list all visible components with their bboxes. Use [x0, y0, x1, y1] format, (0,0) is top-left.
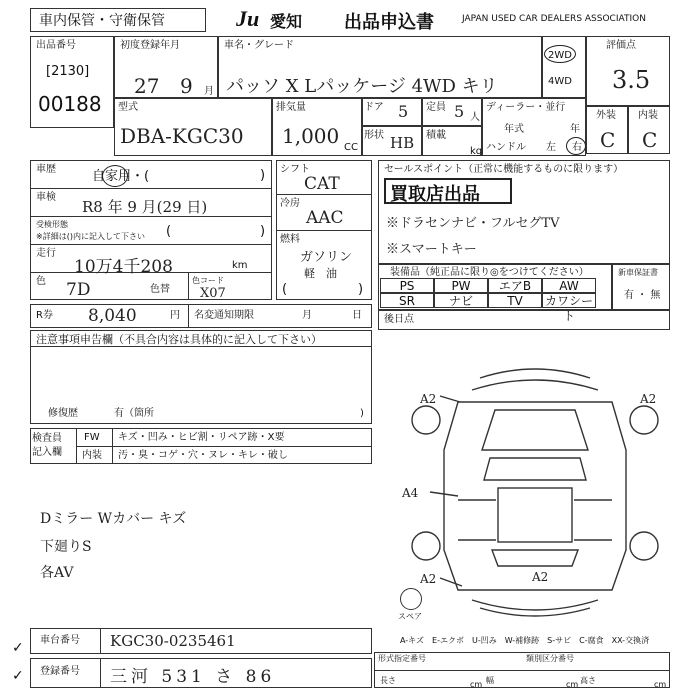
- lot-number: 00188: [38, 92, 102, 116]
- width-unit: cm: [566, 680, 579, 689]
- inspector-label: 検査員 記入欄: [32, 433, 62, 458]
- name-change-month: 月: [302, 310, 312, 321]
- height-label: 高さ: [580, 676, 596, 685]
- fuel-open-paren: (: [282, 282, 288, 297]
- year-label: 年式: [504, 124, 524, 135]
- category-label: 類別区分番号: [526, 654, 574, 663]
- equipment-item: AW: [542, 278, 596, 293]
- score-value: 3.5: [612, 66, 651, 94]
- color-label: 色: [36, 276, 46, 287]
- history-private-circle: [102, 165, 128, 187]
- displacement-label: 排気量: [276, 102, 306, 113]
- note-line-2: 下廻りS: [40, 539, 92, 555]
- car-name-value: パッソ X Lパッケージ 4WD キリ: [226, 76, 498, 97]
- color-tone-label: 色替: [150, 284, 170, 295]
- length-label: 長さ: [380, 676, 396, 685]
- lot-code: [2130]: [46, 64, 90, 79]
- capacity-label: 定員: [426, 102, 446, 113]
- format-label: 形式指定番号: [378, 654, 426, 663]
- shift-value: CAT: [304, 174, 340, 194]
- back-box: [378, 310, 670, 330]
- spare-label: スペア: [398, 612, 422, 621]
- equipment-item: ナビ: [434, 293, 488, 308]
- repair-value: 有（箇所: [114, 408, 154, 419]
- damage-mark-rear-left: A2: [420, 572, 437, 586]
- ac-value: AAC: [306, 208, 344, 228]
- plate-label: 登録番号: [40, 666, 80, 677]
- damage-mark-side-left: A4: [402, 486, 419, 500]
- damage-legend: A-キズ E-エクボ U-凹み W-補修跡 S-サビ C-腐食 XX-交換済: [400, 636, 650, 645]
- receive-close-paren: ): [260, 224, 266, 239]
- displacement-unit: CC: [344, 142, 358, 153]
- checkmark-icon-2: ✓: [12, 668, 24, 684]
- shape-value: HB: [390, 134, 415, 152]
- door-label: ドア: [364, 102, 384, 113]
- interior-label: 内装: [638, 110, 658, 121]
- exterior-label: 外装: [596, 110, 616, 121]
- model-label: 型式: [118, 102, 138, 113]
- drive-2wd-circle: [544, 45, 576, 63]
- chassis-value: KGC30-0235461: [110, 632, 236, 650]
- mileage-label: 走行: [36, 248, 56, 259]
- chassis-label: 車台番号: [40, 635, 80, 646]
- top-badge: [30, 8, 206, 32]
- checkmark-icon: ✓: [12, 640, 24, 656]
- inspection-value: R8 年 9 月(29 日): [82, 198, 208, 216]
- color-value: 7D: [66, 280, 91, 300]
- handle-left: 左: [546, 142, 556, 153]
- back-label: 後日点: [384, 314, 414, 325]
- shift-label: シフト: [280, 164, 310, 175]
- repair-label: 修復歴: [48, 408, 78, 419]
- form-title: 出品申込書: [344, 12, 434, 33]
- length-unit: cm: [470, 680, 483, 689]
- sales-label: セールスポイント（正常に機能するものに限ります）: [384, 164, 624, 175]
- note-line-1: Dミラー Wカバー キズ: [40, 511, 187, 527]
- height-unit: cm: [654, 680, 667, 689]
- plate-value: 三河 531 さ 86: [110, 667, 276, 687]
- recycle-unit: 円: [170, 310, 180, 321]
- inspector-fw: FW: [84, 432, 100, 443]
- exterior-grade: C: [600, 128, 616, 152]
- handle-right-circle: [566, 137, 586, 155]
- recycle-value: 8,040: [88, 306, 137, 326]
- notes-label: 注意事項申告欄（不具合内容は具体的に記入して下さい）: [36, 333, 322, 346]
- recycle-label: R券: [36, 310, 53, 321]
- color-code-value: X07: [200, 286, 226, 301]
- score-label: 評価点: [606, 40, 636, 51]
- history-value: 自家用・(: [92, 169, 150, 184]
- damage-mark-front-right: A2: [640, 392, 657, 406]
- first-reg-month: 9: [180, 74, 193, 98]
- inspector-row1: キズ・凹み・ヒビ割・リペア跡・X要: [118, 432, 285, 443]
- load-unit: kg: [470, 146, 483, 157]
- receive-open-paren: (: [166, 224, 172, 239]
- name-change-label: 名変通知期限: [194, 310, 254, 321]
- repair-close-paren: ): [360, 408, 364, 419]
- equipment-item: TV: [488, 293, 542, 308]
- capacity-value: 5: [454, 102, 465, 121]
- load-label: 積載: [426, 130, 446, 141]
- equipment-label: 装備品（純正品に限り◎をつけてください）: [390, 267, 589, 278]
- receive-note: ※詳細は()内に記入して下さい: [36, 232, 145, 241]
- dealer-label: ディーラー・並行: [486, 102, 566, 113]
- mileage-unit: km: [232, 260, 248, 271]
- handle-right: 右: [572, 142, 582, 153]
- mileage-value: 10万4千208: [74, 257, 173, 277]
- equipment-item: カワシート: [542, 293, 596, 308]
- inspector-in: 内装: [82, 450, 102, 461]
- first-reg-month-unit: 月: [204, 86, 214, 97]
- sales-line2: ※スマートキー: [386, 242, 477, 257]
- inspection-label: 車検: [36, 192, 56, 203]
- year-unit: 年: [570, 124, 580, 135]
- ac-label: 冷房: [280, 198, 300, 209]
- fuel-alt: 軽 油: [304, 267, 337, 280]
- width-label: 幅: [486, 676, 494, 685]
- equipment-item: エアB: [488, 278, 542, 293]
- spare-tire-icon: [400, 588, 422, 610]
- fuel-close-paren: ): [358, 282, 364, 297]
- model-value: DBA-KGC30: [120, 124, 244, 148]
- first-reg-label: 初度登録年月: [120, 40, 180, 51]
- receive-label: 受検形態: [36, 220, 68, 229]
- sales-stamp: 買取店出品: [390, 184, 480, 205]
- first-reg-year: 27: [134, 74, 160, 98]
- inspector-row2: 汚・臭・コゲ・穴・ヌレ・キレ・破し: [118, 450, 288, 461]
- history-close-paren: ): [260, 168, 266, 183]
- interior-grade: C: [642, 128, 658, 152]
- fuel-label: 燃料: [280, 234, 300, 245]
- shape-label: 形状: [364, 130, 384, 141]
- color-code-label: 色コード: [192, 276, 224, 285]
- note-line-3: 各AV: [40, 565, 74, 581]
- drive-2wd: 2WD: [548, 50, 572, 61]
- drive-4wd: 4WD: [548, 76, 572, 87]
- equipment-item: PS: [380, 278, 434, 293]
- history-block: [30, 160, 272, 300]
- history-label: 車歴: [36, 164, 56, 175]
- damage-mark-front-left: A2: [420, 392, 437, 406]
- car-name-label: 車名・グレード: [224, 40, 294, 51]
- equipment-item: PW: [434, 278, 488, 293]
- handle-label: ハンドル: [486, 142, 526, 153]
- top-badge-text: 車内保管・守衛保管: [39, 13, 165, 29]
- org-name: 愛知: [270, 12, 303, 31]
- door-value: 5: [398, 102, 409, 121]
- ju-logo: Ju: [236, 6, 260, 31]
- sales-line1: ※ドラセンナビ・フルセグTV: [386, 216, 560, 231]
- capacity-unit: 人: [470, 112, 480, 123]
- equipment-item: SR: [380, 293, 434, 308]
- english-org: JAPAN USED CAR DEALERS ASSOCIATION: [462, 14, 646, 24]
- name-change-day: 日: [352, 310, 362, 321]
- warranty-label: 新車保証書: [618, 268, 658, 277]
- warranty-value: 有 ・ 無: [624, 290, 661, 301]
- damage-mark-rear-center: A2: [532, 570, 549, 584]
- lot-label: 出品番号: [36, 40, 76, 51]
- fuel-value: ガソリン: [300, 250, 353, 265]
- displacement-value: 1,000: [282, 124, 340, 148]
